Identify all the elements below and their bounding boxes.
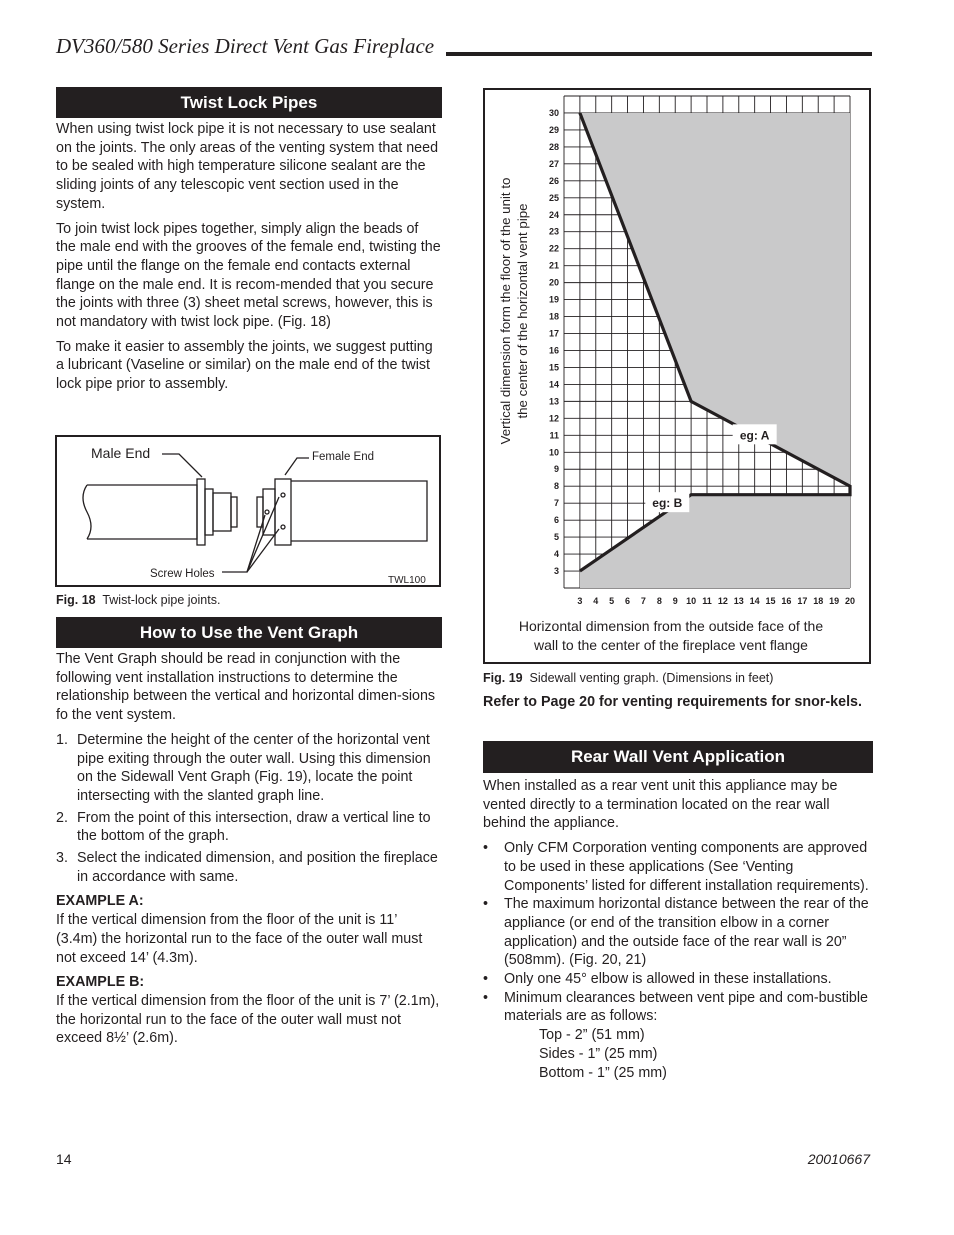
bullet-text: Only one 45° elbow is allowed in these installations. [504,971,832,988]
vent-graph-heading: How to Use the Vent Graph [56,617,442,648]
y-tick-label: 21 [548,260,559,271]
step-text: Determine the height of the center of the horizontal vent pipe exiting through the outer wall. Using this dimension on the Sidewall Vent Graph (Fig. 19), locate the point intersecting with the slanted graph line. [77,731,431,804]
y-tick-label: 8 [553,481,559,492]
fig18-caption [56,593,220,607]
step-1 [56,731,442,806]
y-tick-label: 15 [548,362,559,373]
fig18-caption-label: Fig. 18 [56,593,96,607]
female-end-label: Female End [312,451,375,463]
y-tick-label: 9 [553,464,559,475]
fig19-figure [483,88,871,664]
x-tick-label: 19 [829,596,840,606]
y-tick-label: 19 [548,294,559,305]
screw-holes-label: Screw Holes [150,568,215,580]
rear-wall-intro: When installed as a rear vent unit this appliance may be vented directly to a termination located on the rear wall behind the appliance. [483,778,838,832]
x-axis-label-line-1: Horizontal dimension from the outside face of the [518,618,824,634]
y-tick-label: 12 [548,413,559,424]
rear-wall-body [483,777,873,1082]
document-number: 20010667 [807,1151,870,1167]
x-tick-label: 7 [640,596,646,606]
annotation-label: eg: B [652,496,683,511]
x-tick-label: 17 [797,596,808,606]
x-tick-label: 3 [577,596,583,606]
x-tick-label: 9 [672,596,678,606]
step-number: 1. [56,731,68,748]
y-tick-label: 29 [548,124,559,135]
bullet-item: • Only one 45° elbow is allowed in these installations. [483,971,832,988]
twist-lock-para-3: To make it easier to assembly the joints, we suggest putting a lubricant (Vaseline or similar) on the male end of the twist lock pipe prior to assembly. [56,338,433,393]
y-tick-label: 5 [553,532,559,543]
y-tick-label: 3 [553,566,559,577]
y-tick-label: 7 [553,498,559,509]
x-tick-label: 5 [609,596,615,606]
twist-lock-pipe-illustration [57,437,439,585]
twist-lock-body [56,120,442,394]
x-tick-label: 14 [749,596,760,606]
bullet-text: Minimum clearances between vent pipe and com-bustible materials are as follows: [504,989,868,1025]
fig18-figure [55,435,441,587]
y-tick-label: 17 [548,328,559,339]
step-3 [56,849,442,886]
x-axis-label-line-2: wall to the center of the fireplace vent flange [534,637,808,653]
x-tick-label: 11 [702,596,712,606]
male-end-label: Male End [91,445,151,461]
bullet-text: The maximum horizontal distance between the rear of the appliance (or end of the transition elbow in a corner application) and the outside face of the rear wall is 20” (508mm). (Fig. 20, 21) [504,896,869,969]
example-a-text: If the vertical dimension from the floor of the unit is 11’ (3.4m) the horizontal run to the face of the outer wall must not exceed 14’ (4.3m). [56,912,423,966]
annotation-label: eg: A [739,428,770,443]
x-tick-label: 8 [656,596,662,606]
x-tick-label: 15 [765,596,776,606]
clearance-bottom: Bottom - 1” (25 mm) [539,1064,667,1081]
bullet-item: • The maximum horizontal distance between the rear of the appliance (or end of the transition elbow in a corner application) and the outside face of the rear wall is 20” (508mm). (Fig. 20, 21) [483,896,869,969]
step-text: From the point of this intersection, draw a vertical line to the bottom of the graph. [77,809,431,845]
y-tick-label: 30 [548,107,559,118]
x-tick-label: 4 [593,596,599,606]
x-tick-label: 18 [813,596,824,606]
twist-lock-para-2: To join twist lock pipes together, simply align the beads of the male end with the grooves of the female end, twisting the pipe until the flange on the female end contacts external flange on the male end. It is recom-mended that you secure the joints with three (3) sheet metal screws, however, this is not mandatory with twist lock pipe. (Fig. 18) [56,220,441,331]
snorkel-note: Refer to Page 20 for venting requirements for snor-kels. [483,694,862,710]
bullet-item: • Minimum clearances between vent pipe and com-bustible materials are as follows: [483,989,868,1025]
y-tick-label: 24 [548,209,559,220]
vent-graph-steps [56,731,442,887]
y-tick-label: 6 [553,515,559,526]
y-tick-label: 22 [548,243,559,254]
clearance-sides: Sides - 1” (25 mm) [539,1045,658,1062]
x-tick-label: 10 [686,596,697,606]
bullet-text: Only CFM Corporation venting components are approved to be used in these applications (See ‘Venting Components’ listed for different installation requirements). [504,840,869,894]
twist-lock-para-1: When using twist lock pipe it is not necessary to use sealant on the joints. The only areas of the venting system that need to be sealed with high temperature silicone sealant are the sliding joints of any telescopic vent section used in the system. [56,121,439,212]
y-tick-label: 25 [548,192,559,203]
step-number: 3. [56,850,68,867]
document-title: DV360/580 Series Direct Vent Gas Fireplace [56,34,435,58]
x-tick-label: 12 [717,596,728,606]
y-tick-label: 16 [548,345,559,356]
sidewall-vent-graph [485,90,869,662]
vent-graph-intro: The Vent Graph should be read in conjunction with the following vent installation instructions to determine the relationship between the vertical and horizontal dimen-sions fo the vent system. [56,651,436,724]
y-tick-label: 20 [548,277,559,288]
fig18-caption-text: Twist-lock pipe joints. [102,593,221,607]
example-a-heading: EXAMPLE A: [56,893,144,910]
x-tick-label: 20 [844,596,856,606]
x-tick-label: 13 [733,596,744,606]
example-b-heading: EXAMPLE B: [56,974,145,991]
y-axis-label-line-1: Vertical dimension form the floor of the unit to [498,177,513,445]
twist-lock-heading: Twist Lock Pipes [56,87,442,118]
y-tick-label: 13 [548,396,559,407]
x-tick-label: 16 [781,596,792,606]
clearance-list [483,1026,873,1082]
step-number: 2. [56,809,68,826]
fig19-caption [483,671,773,685]
rear-wall-heading: Rear Wall Vent Application [483,741,873,773]
clearance-top: Top - 2” (51 mm) [539,1027,645,1044]
fig18-code: TWL100 [388,575,426,585]
page-number: 14 [56,1151,72,1167]
y-tick-label: 14 [548,379,559,390]
y-axis-label-line-2: the center of the horizontal vent pipe [515,203,530,419]
y-tick-label: 18 [548,311,559,322]
vent-graph-body [56,650,442,1048]
y-tick-label: 28 [548,141,559,152]
fig19-caption-text: Sidewall venting graph. (Dimensions in feet) [529,671,774,685]
step-2 [56,809,442,846]
y-tick-label: 4 [553,549,559,560]
y-tick-label: 27 [548,158,559,169]
fig19-caption-label: Fig. 19 [483,671,523,685]
rear-wall-bullets [483,839,873,1026]
y-tick-label: 10 [548,447,559,458]
step-text: Select the indicated dimension, and position the fireplace in accordance with same. [77,850,438,885]
bullet-item: • Only CFM Corporation venting components are approved to be used in these applications (See ‘Venting Components’ listed for different installation requirements). [483,840,869,894]
y-tick-label: 11 [549,430,559,441]
example-b-text: If the vertical dimension from the floor of the unit is 7’ (2.1m), the horizontal run to the face of the outer wall must not exceed 8½’ (2.6m). [56,992,440,1047]
x-tick-label: 6 [625,596,631,606]
y-tick-label: 23 [548,226,559,237]
y-tick-label: 26 [548,175,559,186]
title-rule [446,52,872,56]
